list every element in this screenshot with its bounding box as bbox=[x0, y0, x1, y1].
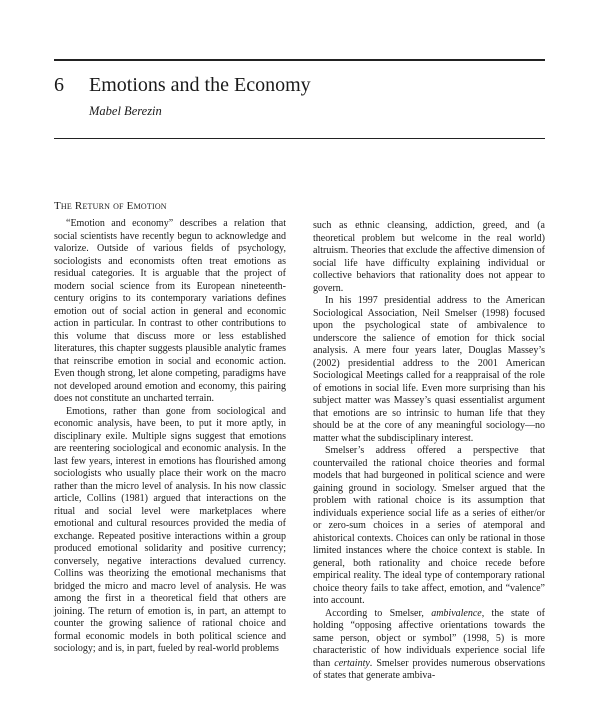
text-run: , the state of holding “opposing affective orientations towards the same person, object or symbol” (1998, 5) is more characteristic of how individuals experience social life than bbox=[313, 607, 545, 669]
author-name: Mabel Berezin bbox=[89, 104, 162, 118]
paragraph: Emotions, rather than gone from sociological and economic analysis, have been, to put it more aptly, in disciplinary exile. Multiple signs suggest that emotions are reentering sociological and economic analysis. In the last few years, interest in emotions has flourished among sociologists who usually place their work on the macro rather than the micro level of analysis. In his now classic article, Collins (1981) argued that interactions on the ritual and social level were marketplaces where emotional and cultural resources provided the media of exchange. Repeated positive interactions within a group produced emotional solidarity and positive currency; conversely, negative interactions devalued currency. Collins was theorizing the emotional mechanisms that bridged the micro and macro level of analysis. He was among the first in a theoretical field that others are joining. The return of emotion is, in part, an attempt to counter the growing salience of rational choice and formal economic models in both political science and sociology; and is, in part, fueled by real-world problems bbox=[54, 405, 286, 654]
emphasis-certainty: certainty bbox=[334, 657, 370, 669]
text-run: According to Smelser, bbox=[325, 607, 432, 619]
right-column bbox=[313, 220, 545, 683]
paragraph bbox=[313, 608, 545, 683]
chapter-number: 6 bbox=[54, 74, 64, 96]
left-column bbox=[54, 218, 286, 656]
paragraph: “Emotion and economy” describes a relation that social scientists have recently begun to acknowledge and valorize. Outside of various fields of psychology, sociologists and economists often treat emotions as residual categories. It is arguable that the project of modern social science from its European nineteenth-century origins to its contemporary variations defines emotion out of social action in general and economic action in particular. In contrast to other contributions to this volume that discuss more or less established literatures, this chapter suggests plausible analytic frames that reinscribe emotion in social and economic action. Even though strong, let alone competing, paradigms have not developed around emotion and economy, this pairing does not constitute an uncharted terrain. bbox=[54, 218, 286, 404]
section-heading: The Return of Emotion bbox=[54, 200, 167, 212]
paragraph-continued: such as ethnic cleansing, addiction, greed, and (a theoretical problem but welcome in the real world) altruism. Theories that exclude the affective dimension of social life have difficulty explaining individual or collective behaviors that rationality does not appear to govern. bbox=[313, 220, 545, 294]
chapter-heading bbox=[54, 74, 311, 97]
emphasis-ambivalence: ambivalence bbox=[431, 607, 482, 619]
paragraph: In his 1997 presidential address to the American Sociological Association, Neil Smelser (1998) focused upon the psychological state of ambivalence to underscore the salience of emotion for thick social analysis. A mere four years later, Douglas Massey’s (2002) presidential address to the 2001 American Sociological Meetings called for a reappraisal of the role of emotions in social life. Even more surprising than his subject matter was Massey’s quasi essentialist argument that emotions are so intrinsic to human life that they should be at the core of any meaningful sociology—no matter what the subdisciplinary interest. bbox=[313, 295, 545, 444]
paragraph: Smelser’s address offered a perspective that countervailed the rational choice theories and formal models that had burgeoned in political science and were gaining ground in sociology. Smelser argued that the problem with rational choice is its assumption that individuals experience social life as a series of either/or or zero-sum choices in a series of atemporal and ahistorical contexts. Choices can only be rational in those limited instances where the choice context is stable. In general, both rationality and choice recede before empirical reality. The ideal type of contemporary rational choice theory fails to take affect, emotion, and “valence” into account. bbox=[313, 445, 545, 606]
chapter-title: Emotions and the Economy bbox=[89, 74, 311, 96]
text-run: . Smelser provides numerous observations of states that generate ambiva- bbox=[313, 657, 546, 681]
header-rule bbox=[54, 138, 545, 139]
top-rule bbox=[54, 59, 545, 61]
